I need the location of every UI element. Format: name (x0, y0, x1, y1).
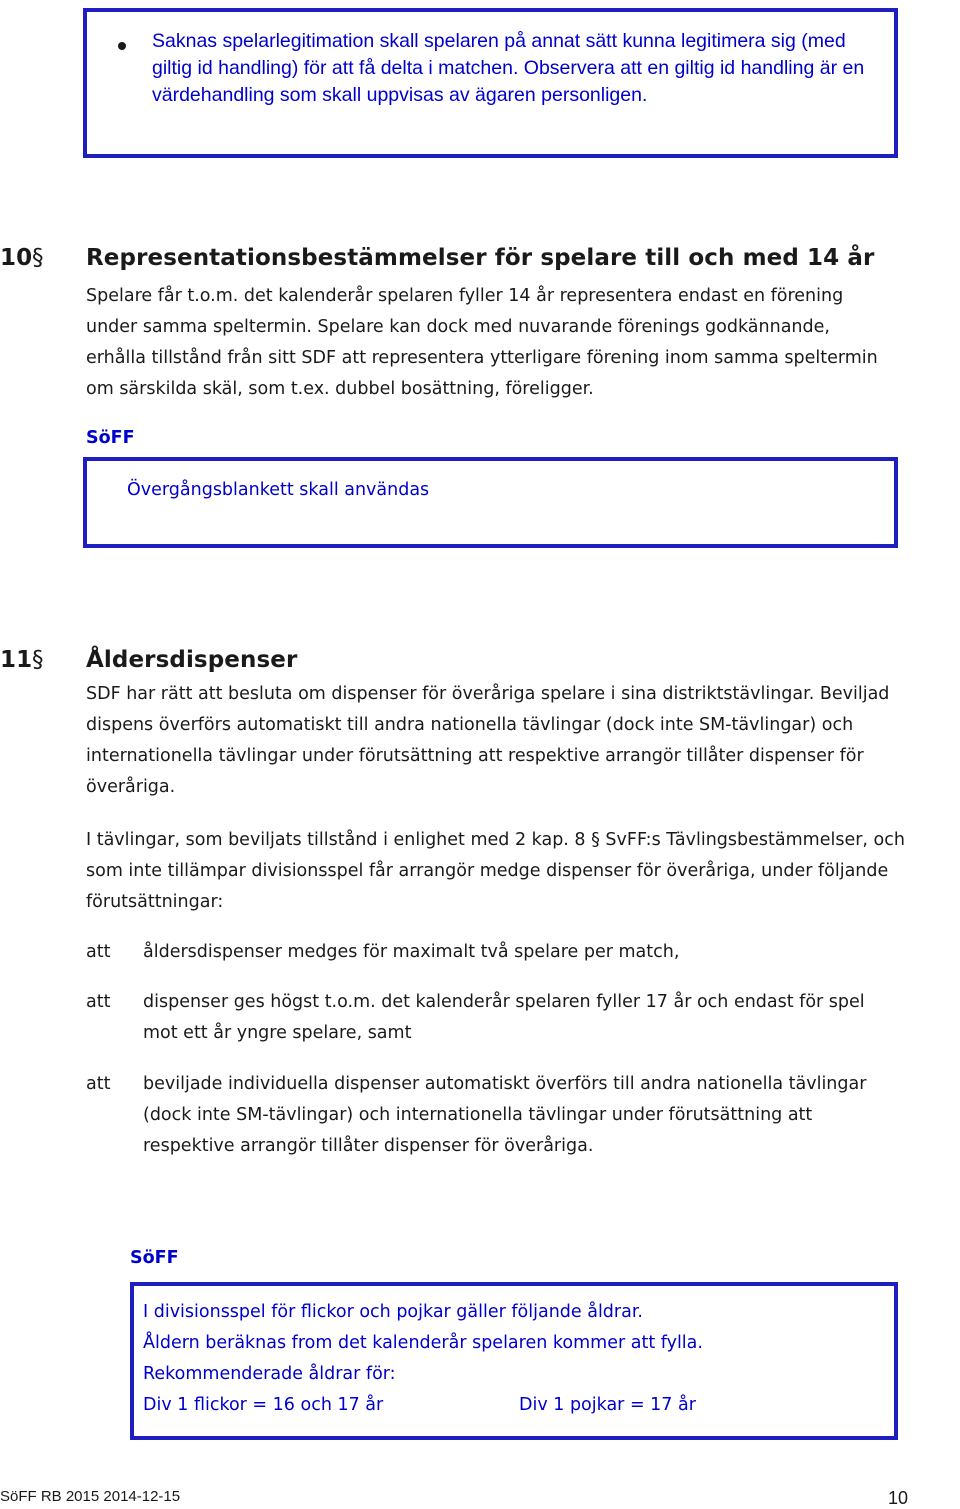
list-key: att (86, 942, 111, 962)
list-item (0, 1069, 960, 1162)
div-flickor: Div 1 flickor = 16 och 17 år (143, 1395, 384, 1415)
list-text: beviljade individuella dispenser automatiskt överförs till andra nationella tävlingar (dock inte SM-tävlingar) och internationella tävlingar under förutsättning att respektive arrangör tillåter dispenser för överåriga. (143, 1074, 867, 1156)
section-11-heading (0, 647, 900, 679)
soff-label: SöFF (130, 1248, 179, 1268)
list-item (0, 937, 960, 968)
section-number: 10 (0, 245, 33, 271)
bullet-text: Saknas spelarlegitimation skall spelaren på annat sätt kunna legitimera sig (med giltig id handling) för att få delta i matchen. Observera att en giltig id handling är en värdehandling som skall uppvisas av ägaren personligen. (152, 30, 865, 106)
list-key: att (86, 992, 111, 1012)
list-item (0, 987, 960, 1049)
div-pojkar: Div 1 pojkar = 17 år (519, 1395, 696, 1415)
list-text: åldersdispenser medges för maximalt två spelare per match, (143, 942, 680, 962)
section-title: Representationsbestämmelser för spelare till och med 14 år (86, 245, 875, 271)
info-box-overgang (83, 457, 898, 548)
bullet-icon (118, 42, 126, 50)
list-text: dispenser ges högst t.o.m. det kalenderår spelaren fyller 17 år och endast för spel mot ett år yngre spelare, samt (143, 992, 865, 1043)
footer-document-id: SöFF RB 2015 2014-12-15 (0, 1488, 181, 1505)
paragraph-symbol: § (32, 245, 44, 271)
section-10-heading (0, 245, 900, 277)
section-10-body: Spelare får t.o.m. det kalenderår spelaren fyller 14 år representera endast en förening under samma speltermin. Spelare kan dock med nuvarande förenings godkännande, erhålla tillstånd från sitt SDF att representera ytterligare förening inom samma speltermin om särskilda skäl, som t.ex. dubbel bosättning, föreligger. (86, 286, 878, 399)
box-line: Rekommenderade åldrar för: (143, 1364, 396, 1384)
section-number: 11 (0, 647, 33, 673)
divisionsspel-text (143, 1297, 883, 1421)
soff-label: SöFF (86, 428, 135, 448)
box-line: Åldern beräknas from det kalenderår spelaren kommer att fylla. (143, 1333, 703, 1353)
division-row (143, 1390, 883, 1421)
box-line: I divisionsspel för flickor och pojkar gäller följande åldrar. (143, 1302, 643, 1322)
section-title: Åldersdispenser (86, 647, 298, 673)
section-11-body-2: I tävlingar, som beviljats tillstånd i enlighet med 2 kap. 8 § SvFF:s Tävlingsbestämmelser, och som inte tillämpar divisionsspel får arrangör medge dispenser för överåriga, under följande förutsättningar: (86, 830, 905, 912)
section-11-body-1: SDF har rätt att besluta om dispenser för överåriga spelare i sina distriktstävlingar. Beviljad dispens överförs automatiskt till andra nationella tävlingar (dock inte SM-tävlingar) och internationella tävlingar under förutsättning att respektive arrangör tillåter dispenser för överåriga. (86, 684, 890, 797)
overgang-note: Övergångsblankett skall användas (127, 480, 430, 500)
list-key: att (86, 1074, 111, 1094)
paragraph-symbol: § (32, 647, 44, 673)
page-number: 10 (888, 1488, 909, 1508)
